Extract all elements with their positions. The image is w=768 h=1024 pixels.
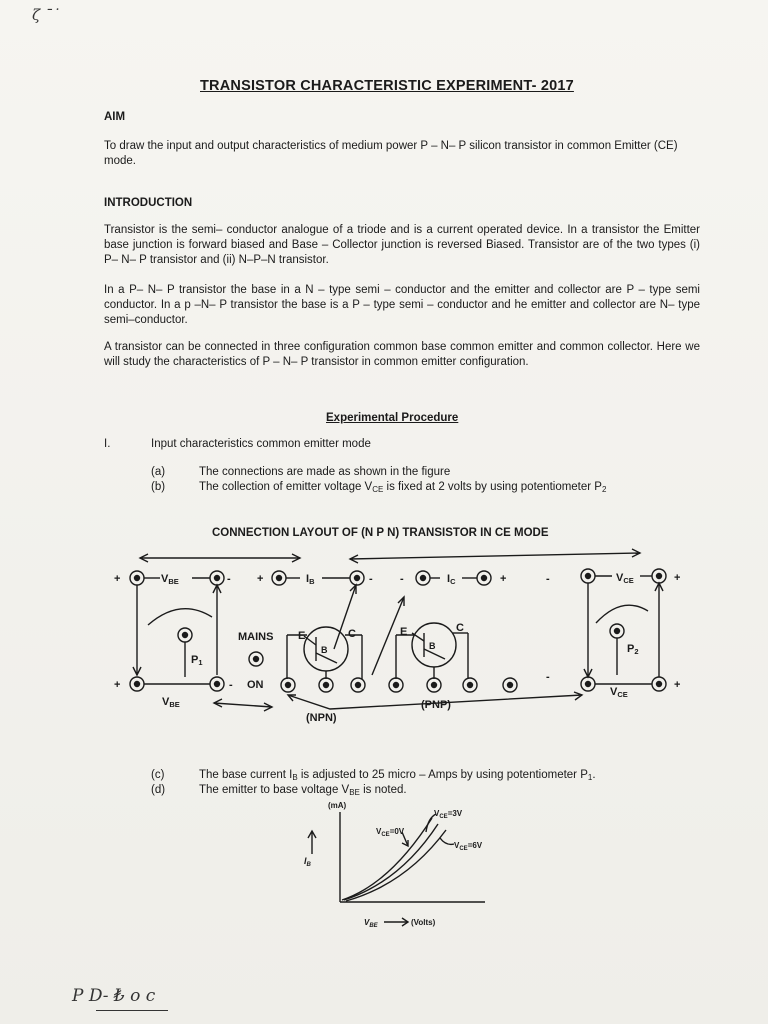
y-axis-unit: (mA): [328, 801, 347, 810]
step-b-text: The collection of emitter voltage $V_{CE}$ is fixed at 2 volts by using potentiometer $P_2$: [199, 481, 607, 494]
minus-sign: -: [546, 573, 550, 585]
x-axis-unit: (Volts): [411, 918, 436, 927]
section-title: Input characteristics common emitter mode: [151, 438, 371, 450]
base-label-pnp: B: [429, 641, 436, 651]
x-axis-label: $V_{BE}$: [364, 918, 378, 929]
section-number: I.: [104, 438, 111, 450]
p2-label: P2: [627, 643, 639, 656]
y-axis-label: $I_B$: [304, 856, 311, 868]
emitter-label-npn: E: [298, 630, 306, 642]
curve-vce-0v: [342, 818, 432, 900]
aim-heading: AIM: [104, 111, 126, 123]
page-title: TRANSISTOR CHARACTERISTIC EXPERIMENT- 2017: [200, 78, 574, 94]
plus-sign: +: [674, 679, 681, 691]
plus-sign: +: [500, 573, 507, 585]
curve-vce-6v: [346, 830, 446, 901]
circuit-title: CONNECTION LAYOUT OF (N P N) TRANSISTOR IN CE MODE: [212, 527, 549, 539]
aim-text: To draw the input and output characteristics of medium power P – N– P silicon transistor in common Emitter (CE) mode.: [104, 140, 678, 167]
p1-label: P1: [191, 654, 203, 667]
step-a-label: (a): [151, 466, 166, 478]
introduction-heading: INTRODUCTION: [104, 197, 193, 209]
curve-label-vce-0v: $V_{CE}=0V$: [376, 827, 405, 838]
ib-label: IB: [306, 573, 315, 586]
vbe-top-label: VBE: [161, 573, 179, 586]
step-b-label: (b): [151, 481, 166, 493]
handwritten-underline: [96, 1010, 168, 1011]
minus-sign: -: [229, 679, 233, 691]
minus-sign: -: [546, 671, 550, 683]
procedure-heading: Experimental Procedure: [326, 412, 459, 424]
intro-paragraph-3: A transistor can be connected in three configuration common base common emitter and common collector. Here we will study the characteristics of P – N– P transistor in common emitter configuration.: [104, 341, 700, 368]
intro-paragraph-1: Transistor is the semi– conductor analogue of a triode and is a current operated device. In a transistor the Emitter base junction is forward biased and Base – Collector junction is reversed Biased. Transistor are of the two types (i) P– N– P transistor and (ii) N–P–N transistor.: [104, 224, 700, 266]
vce-top-label: VCE: [616, 572, 634, 585]
step-d-label: (d): [151, 784, 166, 796]
pnp-label: (PNP): [421, 699, 451, 711]
step-d-text: The emitter to base voltage $V_{BE}$ is noted.: [199, 784, 407, 797]
step-a-text: The connections are made as shown in the figure: [199, 466, 451, 478]
plus-sign: +: [257, 573, 264, 585]
collector-label-npn: C: [348, 628, 356, 640]
minus-sign: -: [369, 573, 373, 585]
minus-sign: -: [227, 573, 231, 585]
vbe-bottom-label: VBE: [162, 696, 180, 709]
circuit-diagram: [0, 545, 768, 735]
on-label: ON: [247, 679, 264, 691]
emitter-label-pnp: E: [400, 626, 408, 638]
mains-label: MAINS: [238, 631, 274, 643]
collector-label-pnp: C: [456, 622, 464, 634]
plus-sign: +: [114, 573, 121, 585]
input-characteristic-graph: [290, 798, 510, 938]
corner-mark: ζ ˉ˙: [32, 6, 60, 24]
handwritten-note: P D- ₺ o c: [72, 986, 156, 1006]
plus-sign: +: [674, 572, 681, 584]
plus-sign: +: [114, 679, 121, 691]
step-c-text: The base current $I_B$ is adjusted to 25 micro – Amps by using potentiometer $P_1$.: [199, 769, 596, 782]
ic-label: IC: [447, 573, 456, 586]
curve-label-vce-6v: $V_{CE}=6V$: [454, 841, 483, 852]
npn-label: (NPN): [306, 712, 337, 724]
intro-paragraph-2: In a P– N– P transistor the base in a N – type semi – conductor and the emitter and collector are P – type semi conductor. In a p –N– P transistor the base is a P – type semi – conductor and he emitter and collector are N– type semi–conductor.: [104, 284, 700, 326]
vce-bottom-label: VCE: [610, 686, 628, 699]
curve-label-vce-3v: $V_{CE}=3V$: [434, 809, 463, 820]
base-label-npn: B: [321, 645, 328, 655]
minus-sign: -: [400, 573, 404, 585]
step-c-label: (c): [151, 769, 165, 781]
